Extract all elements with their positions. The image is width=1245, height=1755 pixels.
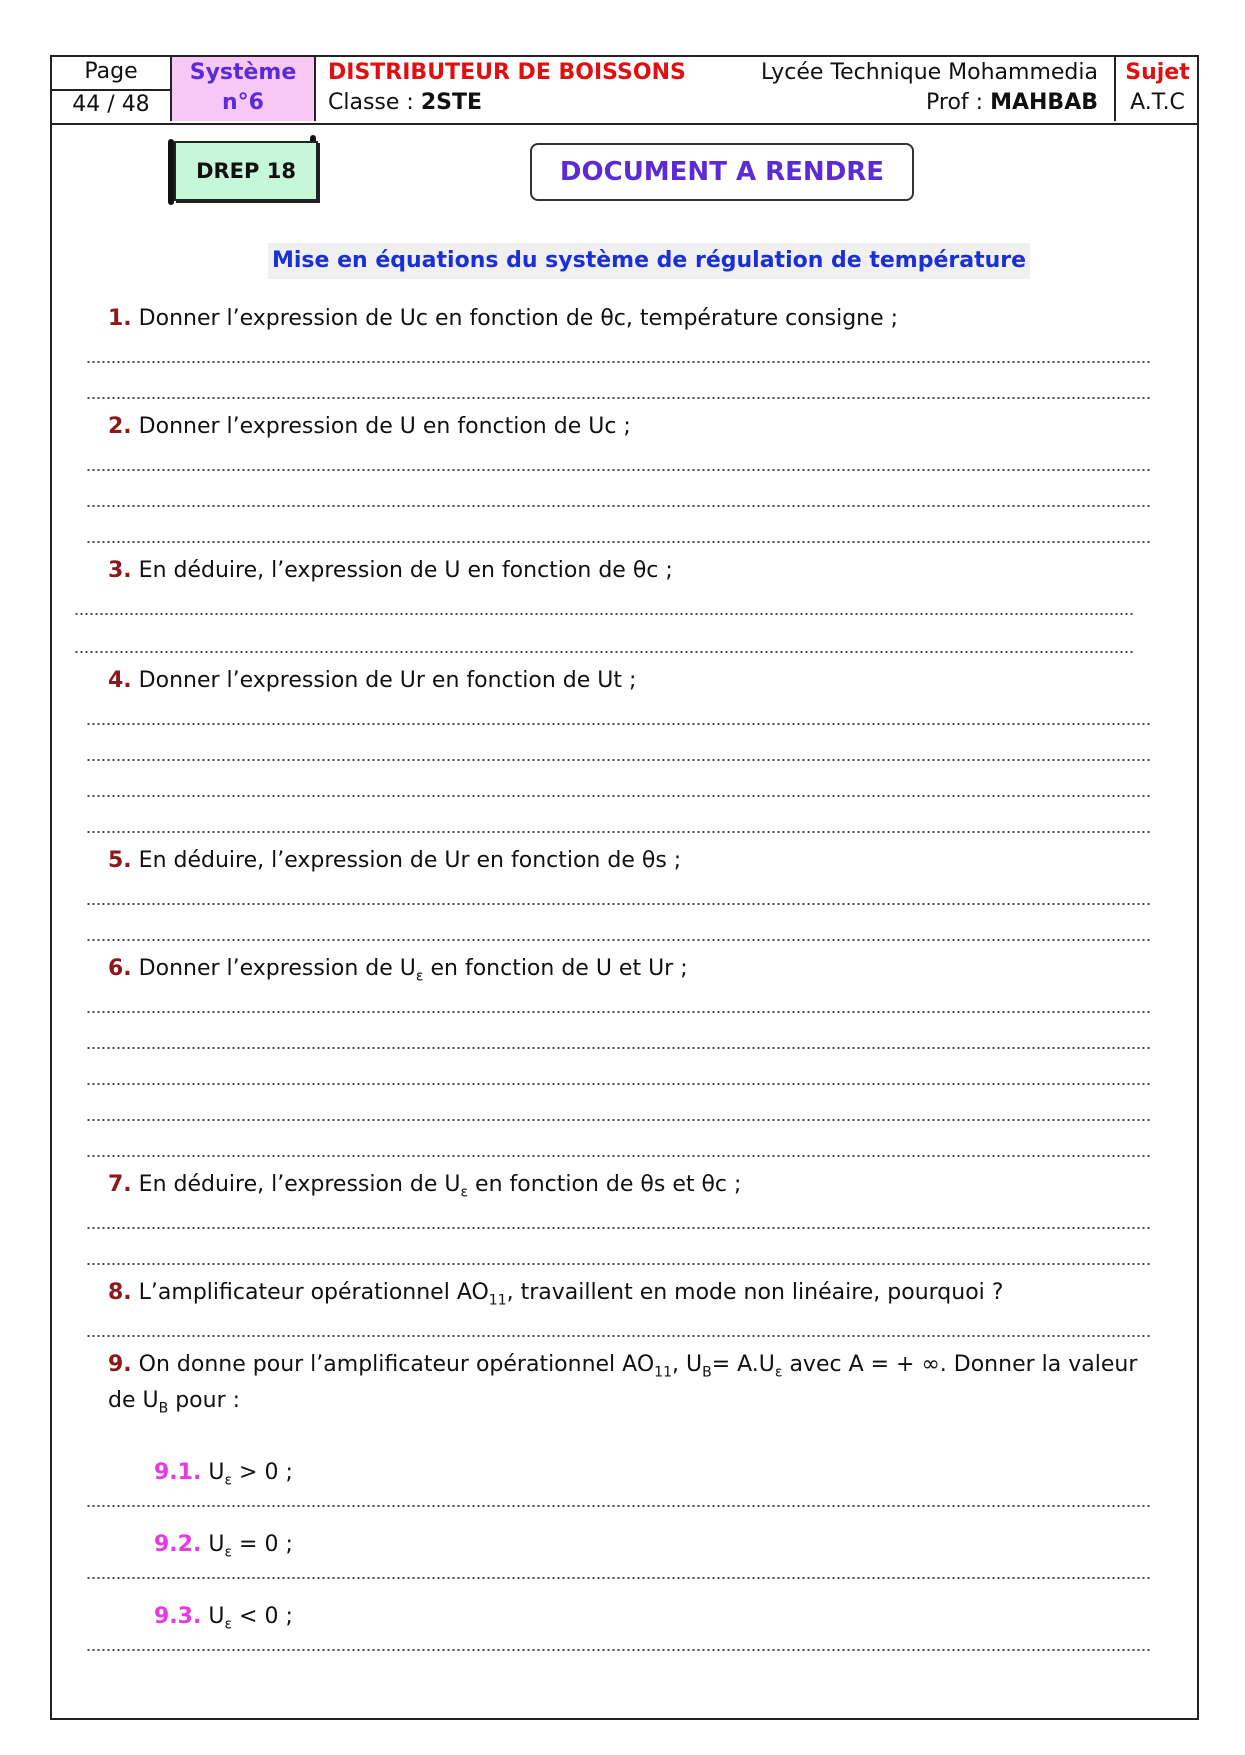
document-title: DISTRIBUTEUR DE BOISSONS <box>328 60 686 85</box>
question-text-f: pour : <box>168 1388 241 1413</box>
question-number: 7. <box>108 1172 132 1197</box>
question-number: 4. <box>108 668 132 693</box>
answer-line[interactable] <box>86 903 1150 905</box>
question-9-line-2 <box>108 1385 240 1424</box>
system-label: Système <box>189 60 297 85</box>
question-text-a: On donne pour l’amplificateur opérationnel AO <box>138 1352 655 1377</box>
answer-line[interactable] <box>86 1047 1150 1049</box>
ao-subscript: 11 <box>654 1364 672 1381</box>
question-1 <box>108 303 898 335</box>
question-text: En déduire, l’expression de U en fonction de θc ; <box>138 558 673 583</box>
question-9 <box>108 1349 1137 1388</box>
question-2 <box>108 411 631 443</box>
title-cell <box>316 57 1116 121</box>
epsilon-subscript: ε <box>224 1616 233 1633</box>
page-cell <box>52 57 172 121</box>
answer-line[interactable] <box>74 613 1134 615</box>
answer-line[interactable] <box>86 1335 1150 1337</box>
answer-line[interactable] <box>86 1505 1150 1507</box>
question-9-3 <box>154 1601 293 1640</box>
system-cell <box>172 57 316 121</box>
question-text-b: , U <box>671 1352 703 1377</box>
question-9-2 <box>154 1529 293 1568</box>
u-symbol: U <box>208 1532 225 1557</box>
question-number: 5. <box>108 848 132 873</box>
document-a-rendre-title: DOCUMENT A RENDRE <box>530 143 914 201</box>
question-text-a: En déduire, l’expression de U <box>138 1172 461 1197</box>
answer-line[interactable] <box>86 361 1150 363</box>
question-text: Donner l’expression de U en fonction de Uc ; <box>138 414 631 439</box>
condition: > 0 ; <box>232 1460 293 1485</box>
answer-line[interactable] <box>86 759 1150 761</box>
question-text: En déduire, l’expression de Ur en fonction de θs ; <box>138 848 682 873</box>
u-symbol: U <box>208 1460 225 1485</box>
answer-line[interactable] <box>86 1577 1150 1579</box>
class-info <box>328 89 482 117</box>
page-number: 44 / 48 <box>72 92 150 117</box>
page-frame <box>50 55 1199 1720</box>
b-subscript: B <box>702 1364 712 1381</box>
condition: = 0 ; <box>232 1532 293 1557</box>
question-number: 3. <box>108 558 132 583</box>
question-4 <box>108 665 636 697</box>
sujet-value: A.T.C <box>1130 90 1185 115</box>
school-name: Lycée Technique Mohammedia <box>760 60 1098 85</box>
answer-line[interactable] <box>86 1227 1150 1229</box>
question-text-b: en fonction de θs et θc ; <box>468 1172 742 1197</box>
question-9-1 <box>154 1457 293 1496</box>
question-text: Donner l’expression de Ur en fonction de Ut ; <box>138 668 637 693</box>
b-subscript: B <box>158 1400 169 1417</box>
answer-line[interactable] <box>86 1083 1150 1085</box>
answer-line[interactable] <box>74 651 1134 653</box>
question-number: 9.3. <box>154 1604 202 1629</box>
answer-line[interactable] <box>86 397 1150 399</box>
answer-line[interactable] <box>86 1011 1150 1013</box>
u-symbol: U <box>208 1604 225 1629</box>
question-text-a: L’amplificateur opérationnel AO <box>138 1280 489 1305</box>
answer-line[interactable] <box>86 541 1150 543</box>
question-text-a: Donner l’expression de U <box>138 956 416 981</box>
class-value: 2STE <box>420 90 483 115</box>
answer-line[interactable] <box>86 939 1150 941</box>
system-number: n°6 <box>222 90 264 115</box>
answer-line[interactable] <box>86 1263 1150 1265</box>
question-number: 1. <box>108 306 132 331</box>
sujet-cell <box>1116 57 1199 121</box>
header-table <box>52 57 1197 125</box>
question-5 <box>108 845 681 877</box>
answer-line[interactable] <box>86 1119 1150 1121</box>
question-text-c: = A.U <box>711 1352 775 1377</box>
page-label: Page <box>52 57 170 91</box>
epsilon-subscript: ε <box>774 1364 783 1381</box>
question-8 <box>108 1277 1003 1316</box>
class-label: Classe : <box>328 90 414 115</box>
question-number: 9.1. <box>154 1460 202 1485</box>
epsilon-subscript: ε <box>415 968 424 985</box>
answer-line[interactable] <box>86 831 1150 833</box>
sujet-label: Sujet <box>1125 60 1190 85</box>
question-text-d: avec A = + ∞. Donner la valeur <box>782 1352 1138 1377</box>
prof-value: MAHBAB <box>990 90 1098 115</box>
question-number: 9. <box>108 1352 132 1377</box>
answer-line[interactable] <box>86 795 1150 797</box>
answer-line[interactable] <box>86 1155 1150 1157</box>
section-subtitle: Mise en équations du système de régulation de température <box>268 243 1030 279</box>
answer-line[interactable] <box>86 469 1150 471</box>
answer-line[interactable] <box>86 723 1150 725</box>
drep-badge: DREP 18 <box>174 141 318 201</box>
question-3 <box>108 555 673 587</box>
question-text-b: en fonction de U et Ur ; <box>423 956 688 981</box>
epsilon-subscript: ε <box>224 1472 233 1489</box>
ao-subscript: 11 <box>488 1292 507 1309</box>
question-text-e: de U <box>108 1388 159 1413</box>
question-number: 8. <box>108 1280 132 1305</box>
question-text-b: , travaillent en mode non linéaire, pourquoi ? <box>506 1280 1004 1305</box>
question-7 <box>108 1169 741 1208</box>
question-number: 6. <box>108 956 132 981</box>
epsilon-subscript: ε <box>224 1544 233 1561</box>
prof-info <box>926 89 1098 117</box>
question-number: 9.2. <box>154 1532 202 1557</box>
condition: < 0 ; <box>232 1604 293 1629</box>
question-number: 2. <box>108 414 132 439</box>
answer-line[interactable] <box>86 1649 1150 1651</box>
answer-line[interactable] <box>86 505 1150 507</box>
question-text: Donner l’expression de Uc en fonction de θc, température consigne ; <box>138 306 899 331</box>
question-6 <box>108 953 688 992</box>
epsilon-subscript: ε <box>460 1184 469 1201</box>
prof-label: Prof : <box>926 90 984 115</box>
